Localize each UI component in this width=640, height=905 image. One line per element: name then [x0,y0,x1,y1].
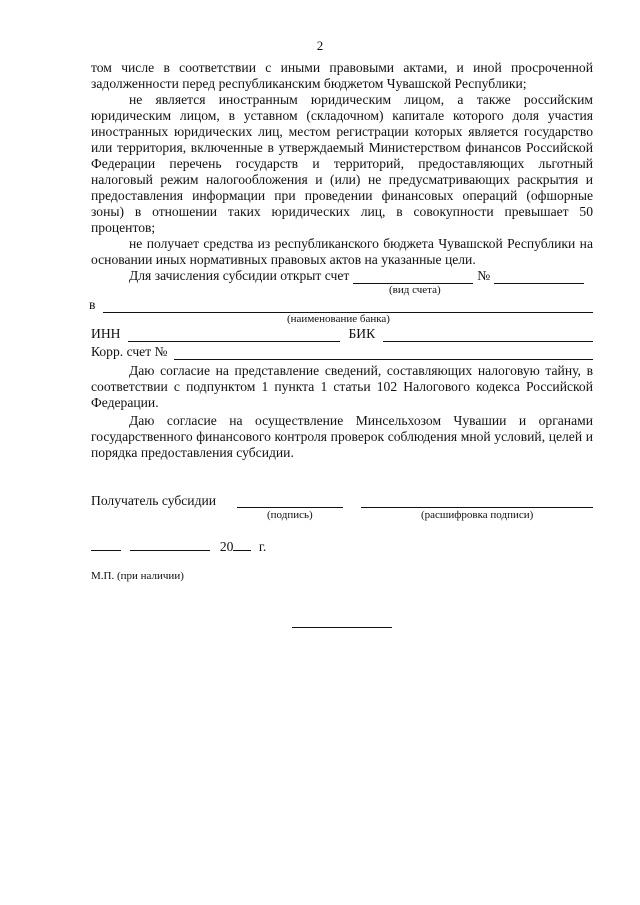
bik-label: БИК [348,326,376,341]
account-type-caption: (вид счета) [389,284,441,296]
bank-prefix: в [89,297,96,312]
document-body [91,60,593,461]
signature-decode-caption: (расшифровка подписи) [421,509,534,521]
paragraph-1: том числе в соответствии с иными правовыми актами, и иной просроченной задолженности перед республиканским бюджетом Чувашской Республики; [91,60,593,91]
paragraph-5: Даю согласие на осуществление Минсельхозом Чувашии и органами государственного финансового контроля проверок соблюдения мной условий, целей и порядка предоставления субсидии. [91,413,593,460]
inn-blank[interactable] [128,329,340,342]
paragraph-4: Даю согласие на представление сведений, составляющих налоговую тайну, в соответствии с подпунктом 1 пункта 1 статьи 102 Налогового кодекса Российской Федерации. [91,363,593,410]
korr-row [91,344,593,360]
signature-blank[interactable] [237,507,343,508]
paragraph-3: не получает средства из республиканского бюджета Чувашской Республики на основании иных нормативных правовых актов на указанные цели. [91,236,593,267]
account-number-sign: № [477,268,491,283]
date-year-blank[interactable] [233,538,251,551]
korr-label: Корр. счет № [91,344,168,359]
date-month-blank[interactable] [130,538,210,551]
date-day-blank[interactable] [91,538,121,551]
bank-row [89,297,593,313]
korr-blank[interactable] [174,347,593,360]
account-row [91,268,593,284]
signature-caption: (подпись) [267,509,313,521]
account-number-blank[interactable] [494,271,584,284]
paragraph-2: не является иностранным юридическим лицом, а также российским юридическим лицом, в уставном (складочном) капитале которого доля участия иностранных юридических лиц, местом регистрации которых является государство или территория, включенные в утверждаемый Министерством финансов Российской Федерации перечень государств и территорий, предоставляющих льготный налоговый режим налогообложения и (или) не предусматривающих раскрытия и предоставления информации при проведении финансовых операций (офшорные зоны) в отношении таких юридических лиц, в совокупности превышает 50 процентов; [91,92,593,235]
page-number: 2 [316,38,324,53]
signature-label: Получатель субсидии [91,493,217,508]
account-caption-row [91,284,593,297]
bank-caption-row [91,313,593,326]
inn-label: ИНН [91,326,121,341]
date-year-prefix: 20 [219,539,234,554]
account-type-blank[interactable] [353,271,473,284]
end-divider [292,627,392,628]
date-year-suffix: г. [258,539,267,554]
bank-caption: (наименование банка) [287,313,390,325]
bank-name-blank[interactable] [103,300,593,313]
stamp-note: М.П. (при наличии) [91,570,184,582]
bik-blank[interactable] [383,329,593,342]
signature-decode-blank[interactable] [361,507,593,508]
date-row [91,538,266,555]
account-label: Для зачисления субсидии открыт счет [129,268,350,283]
inn-bik-row [91,326,593,342]
